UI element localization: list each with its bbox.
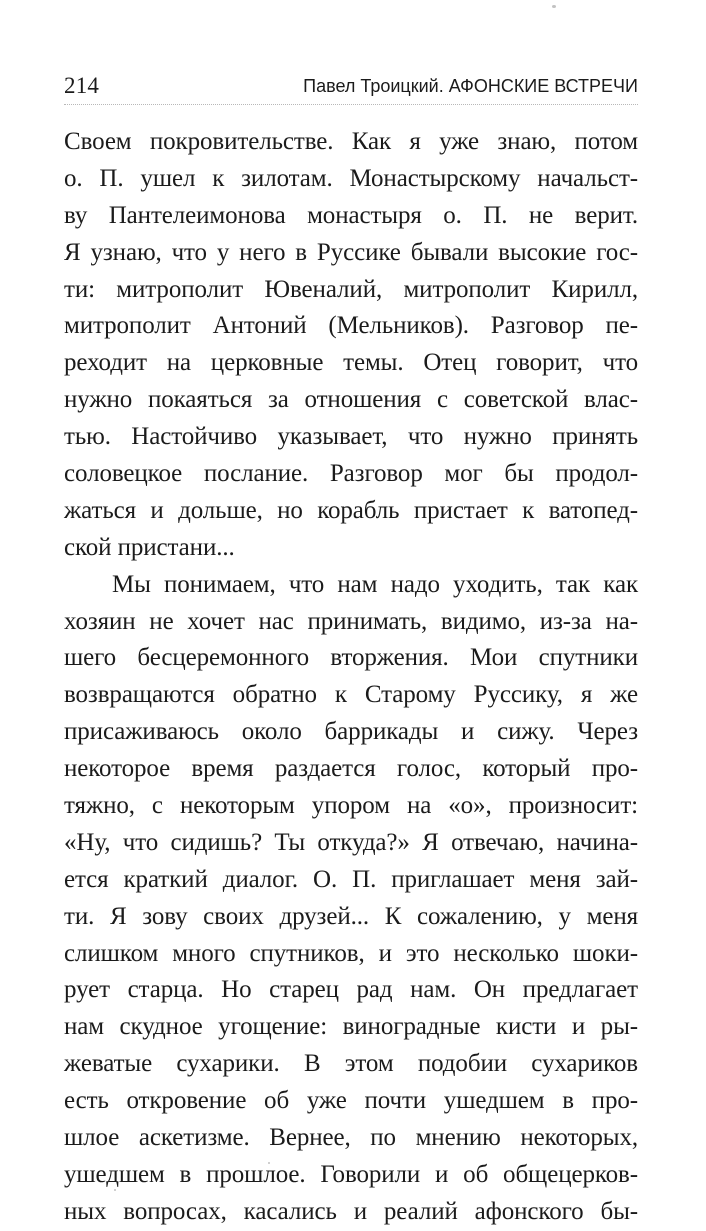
text-line: присаживаюсь около баррикады и сижу. Через [64, 718, 638, 746]
text-line: шего бесцеремонного вторжения. Мои спутники [64, 644, 638, 672]
text-line: шлое аскетизме. Вернее, по мнению некоторых, [64, 1124, 638, 1152]
paragraph-first-line: Мы понимаем, что нам надо уходить, так как [112, 570, 638, 598]
text-line: реходит на церковные темы. Отец говорит, что [64, 349, 638, 377]
page-header [64, 72, 638, 100]
text-line: ву Пантелеимонова монастыря о. П. не верит. [64, 201, 638, 229]
text-line: тью. Настойчиво указывает, что нужно принять [64, 423, 638, 451]
text-line: жаться и дольше, но корабль пристает к ватопед- [64, 496, 638, 524]
text-line: есть откровение об уже почти ушедшем в про- [64, 1087, 638, 1115]
text-line: ти: митрополит Ювеналий, митрополит Кирилл, [64, 275, 638, 303]
text-line: соловецкое послание. Разговор мог бы продол- [64, 460, 638, 488]
text-line: ных вопросах, касались и реалий афонского бы- [64, 1197, 638, 1225]
text-line: возвращаются обратно к Старому Руссику, я же [64, 681, 638, 709]
text-line: некоторое время раздается голос, который про- [64, 755, 638, 783]
text-line: ти. Я зову своих друзей... К сожалению, у меня [64, 902, 638, 930]
text-line: Я узнаю, что у него в Руссике бывали высокие гос- [64, 238, 638, 266]
text-line: нужно покаяться за отношения с советской влас- [64, 386, 638, 414]
text-line: нам скудное угощение: виноградные кисти и ры- [64, 1013, 638, 1041]
text-line: хозяин не хочет нас принимать, видимо, из-за на- [64, 607, 638, 635]
text-line: ется краткий диалог. О. П. приглашает меня зай- [64, 865, 638, 893]
text-line: рует старца. Но старец рад нам. Он предлагает [64, 976, 638, 1004]
body-text [64, 124, 638, 1231]
text-line: «Ну, что сидишь? Ты откуда?» Я отвечаю, начина- [64, 828, 638, 856]
running-title: Павел Троицкий. АФОНСКИЕ ВСТРЕЧИ [303, 76, 638, 96]
text-line: тяжно, с некоторым упором на «о», произносит: [64, 792, 638, 820]
text-line: слишком много спутников, и это несколько шоки- [64, 939, 638, 967]
scan-speck [114, 1189, 116, 1191]
page-number: 214 [64, 73, 100, 98]
header-rule [64, 104, 638, 105]
text-line: ской пристани... [64, 533, 235, 561]
text-line: Своем покровительстве. Как я уже знаю, потом [64, 128, 638, 155]
text-line: жеватые сухарики. В этом подобии сухариков [64, 1050, 638, 1078]
text-line: о. П. ушел к зилотам. Монастырскому начальст- [64, 164, 638, 192]
text-line: митрополит Антоний (Мельников). Разговор пе- [64, 312, 638, 340]
text-line: ушедшем в прошлое. Говорили и об общецерков- [64, 1160, 638, 1188]
scan-speck [552, 5, 556, 8]
scan-speck [268, 1162, 270, 1164]
